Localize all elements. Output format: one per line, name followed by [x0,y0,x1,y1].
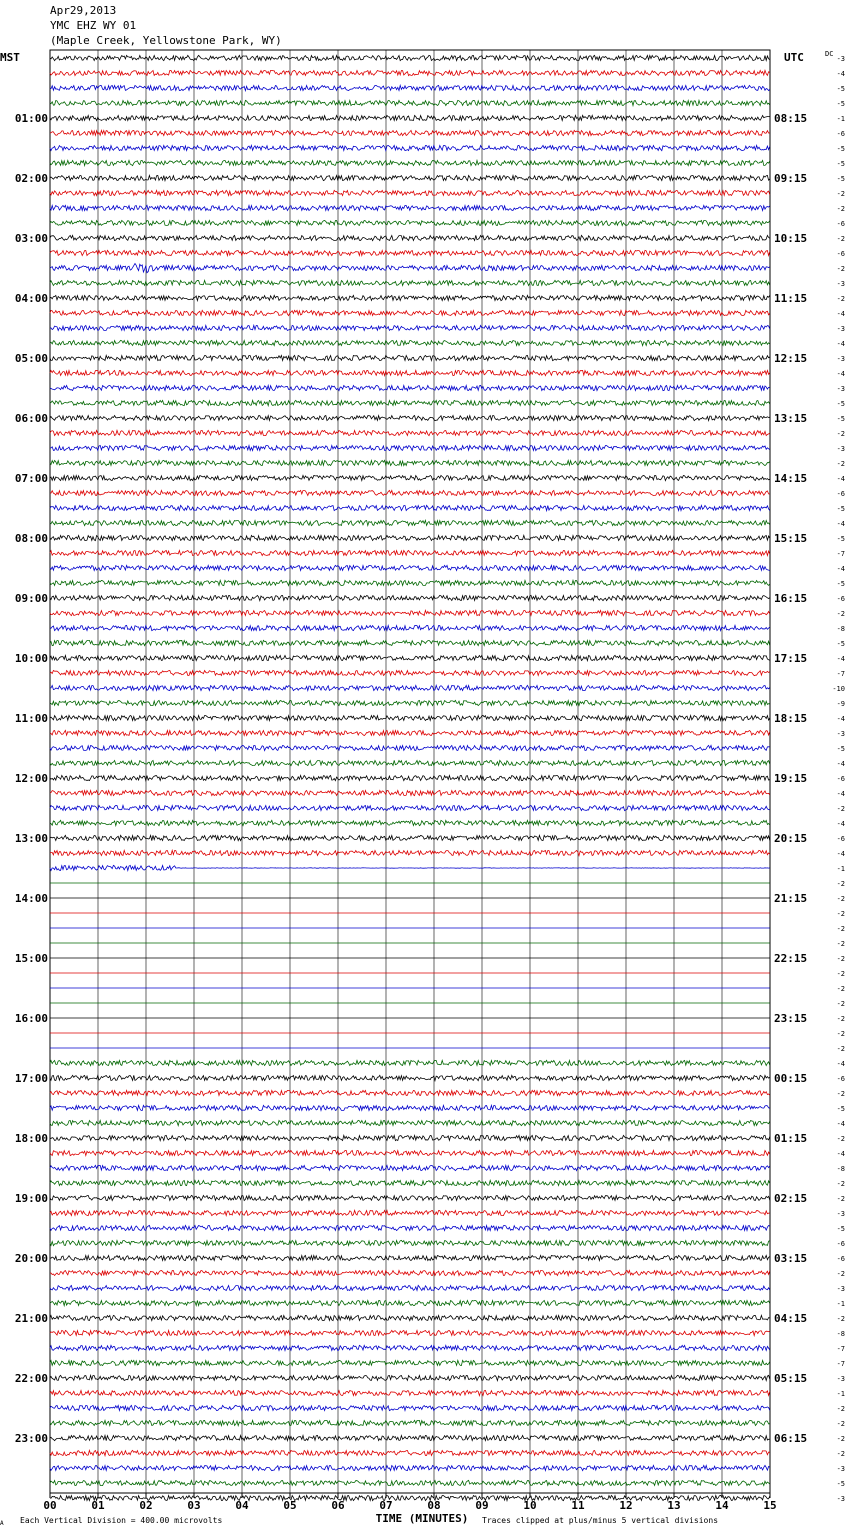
utc-hour-label: 21:15 [774,892,808,905]
seismic-trace [50,835,770,840]
dc-offset-label: -2 [836,205,845,213]
dc-offset-label: -2 [836,1000,845,1008]
seismic-trace [50,520,770,525]
dc-offset-label: -3 [836,1495,845,1503]
dc-offset-label: -1 [836,115,845,123]
dc-offset-label: -4 [836,1120,845,1128]
utc-hour-label: 16:15 [774,592,808,605]
seismic-trace [50,1210,770,1215]
dc-label: DC [825,50,834,58]
mst-hour-label: 22:00 [14,1372,48,1385]
seismic-trace [50,715,770,720]
dc-offset-label: -5 [836,145,845,153]
seismic-trace [50,505,770,510]
x-tick-label: 08 [427,1499,441,1512]
x-tick-label: 05 [283,1499,297,1512]
dc-offset-label: -5 [836,400,845,408]
dc-offset-label: -6 [836,250,845,258]
seismic-trace [50,1285,770,1290]
seismic-trace [50,70,770,75]
seismic-trace [50,1165,770,1170]
dc-offset-label: -3 [836,280,845,288]
x-axis-label: TIME (MINUTES) [375,1512,469,1525]
seismic-trace [50,685,770,690]
dc-offset-label: -6 [836,490,845,498]
dc-offset-label: -5 [836,85,845,93]
x-tick-label: 02 [139,1499,153,1512]
seismic-trace [50,235,770,240]
x-tick-label: 00 [43,1499,57,1512]
dc-offset-label: -2 [836,1135,845,1143]
dc-offset-label: -3 [836,1465,845,1473]
date-label: Apr29,2013 [50,4,117,17]
seismic-trace [50,130,770,135]
dc-offset-label: -5 [836,1480,845,1488]
x-tick-label: 01 [91,1499,105,1512]
seismic-trace [50,775,770,780]
seismic-trace [50,160,770,165]
seismic-trace [50,1315,770,1320]
seismic-trace [50,1420,770,1425]
dc-offset-label: -6 [836,1240,845,1248]
location-label: (Maple Creek, Yellowstone Park, WY) [50,34,282,47]
dc-offset-label: -6 [836,220,845,228]
dc-offset-label: -2 [836,1405,845,1413]
seismic-trace [50,445,770,450]
seismic-trace [50,1300,770,1305]
dc-offset-label: -5 [836,160,845,168]
seismic-trace [50,670,770,675]
seismic-trace [50,610,770,615]
seismic-trace [50,1075,770,1080]
dc-offset-label: -6 [836,775,845,783]
dc-offset-label: -9 [836,700,845,708]
mst-hour-label: 21:00 [14,1312,48,1325]
dc-offset-label: -3 [836,1375,845,1383]
dc-offset-label: -5 [836,175,845,183]
seismic-trace [50,1270,770,1275]
dc-offset-label: -2 [836,1030,845,1038]
seismic-trace [50,100,770,105]
x-tick-label: 04 [235,1499,249,1512]
dc-offset-label: -5 [836,1105,845,1113]
mst-hour-label: 11:00 [14,712,48,725]
dc-offset-label: -8 [836,1165,845,1173]
seismic-trace [50,745,770,750]
dc-offset-label: -5 [836,1225,845,1233]
seismic-trace [50,205,770,210]
seismic-trace [50,1060,770,1065]
seismic-trace [50,85,770,90]
utc-hour-label: 19:15 [774,772,808,785]
seismic-trace [50,550,770,555]
utc-axis-label: UTC [784,51,804,64]
dc-offset-label: -2 [836,1270,845,1278]
dc-offset-label: -6 [836,130,845,138]
dc-offset-label: -2 [836,925,845,933]
seismic-trace [50,1240,770,1245]
utc-hour-label: 15:15 [774,532,808,545]
mst-axis-label: MST [0,51,20,64]
seismic-trace [50,190,770,195]
dc-offset-label: -6 [836,1075,845,1083]
dc-offset-label: -4 [836,790,845,798]
dc-offset-label: -2 [836,430,845,438]
utc-hour-label: 18:15 [774,712,808,725]
seismic-trace [50,1480,770,1485]
dc-offset-label: -2 [836,1045,845,1053]
mst-hour-label: 13:00 [14,832,48,845]
mst-hour-label: 19:00 [14,1192,48,1205]
mst-hour-label: 17:00 [14,1072,48,1085]
dc-offset-label: -5 [836,580,845,588]
dc-offset-label: -5 [836,100,845,108]
dc-offset-label: -3 [836,730,845,738]
seismic-trace [50,1375,770,1380]
seismic-trace [50,370,770,375]
seismic-trace [50,580,770,585]
utc-hour-label: 23:15 [774,1012,808,1025]
seismic-trace [50,1105,770,1110]
mst-hour-label: 07:00 [14,472,48,485]
seismic-trace [50,250,770,255]
seismic-trace [50,655,770,660]
seismic-trace [50,865,770,870]
dc-offset-label: -7 [836,670,845,678]
utc-hour-label: 04:15 [774,1312,808,1325]
dc-offset-label: -4 [836,370,845,378]
seismic-trace [50,264,770,273]
dc-offset-label: -3 [836,55,845,63]
seismic-trace [50,385,770,390]
mst-hour-label: 12:00 [14,772,48,785]
dc-offset-label: -3 [836,1210,845,1218]
seismic-trace [50,1255,770,1260]
utc-hour-label: 17:15 [774,652,808,665]
utc-hour-label: 01:15 [774,1132,808,1145]
seismic-trace [50,175,770,180]
seismic-trace [50,295,770,300]
dc-offset-label: -2 [836,880,845,888]
dc-offset-label: -2 [836,985,845,993]
seismic-trace [50,1405,770,1410]
dc-offset-label: -3 [836,1285,845,1293]
dc-offset-label: -2 [836,1450,845,1458]
dc-offset-label: -2 [836,265,845,273]
seismic-trace [50,1345,770,1350]
x-tick-label: 07 [379,1499,393,1512]
x-tick-label: 09 [475,1499,489,1512]
dc-offset-label: -2 [836,1195,845,1203]
mst-hour-label: 15:00 [14,952,48,965]
seismic-trace [50,1195,770,1200]
seismic-trace [50,805,770,810]
mst-hour-label: 10:00 [14,652,48,665]
dc-offset-label: -4 [836,310,845,318]
mst-hour-label: 09:00 [14,592,48,605]
dc-offset-label: -2 [836,1420,845,1428]
seismic-trace [50,1390,770,1395]
seismic-trace [50,460,770,465]
dc-offset-label: -2 [836,955,845,963]
dc-offset-label: -2 [836,235,845,243]
dc-offset-label: -6 [836,595,845,603]
dc-offset-label: -4 [836,565,845,573]
dc-offset-label: -4 [836,340,845,348]
seismic-trace [50,640,770,645]
seismic-trace [50,760,770,765]
seismic-trace [50,340,770,345]
vertical-division-note: Each Vertical Division = 400.00 microvolts [20,1516,223,1525]
dc-offset-label: -5 [836,415,845,423]
mst-hour-label: 16:00 [14,1012,48,1025]
utc-hour-label: 12:15 [774,352,808,365]
mst-hour-label: 18:00 [14,1132,48,1145]
dc-offset-label: -7 [836,1345,845,1353]
dc-offset-label: -4 [836,70,845,78]
dc-offset-label: -2 [836,910,845,918]
seismic-trace [50,416,770,421]
dc-offset-label: -4 [836,475,845,483]
dc-offset-label: -2 [836,295,845,303]
dc-offset-label: -2 [836,610,845,618]
seismic-trace [50,475,770,480]
seismic-trace [50,355,770,360]
seismic-trace [50,325,770,330]
utc-hour-label: 11:15 [774,292,808,305]
seismic-trace [50,1360,770,1365]
seismic-trace [50,730,770,735]
utc-hour-label: 03:15 [774,1252,808,1265]
utc-hour-label: 14:15 [774,472,808,485]
mst-hour-label: 01:00 [14,112,48,125]
dc-offset-label: -8 [836,1330,845,1338]
x-tick-label: 06 [331,1499,345,1512]
seismic-trace [50,310,770,315]
seismic-trace [50,145,770,150]
dc-offset-label: -5 [836,505,845,513]
x-tick-label: 14 [715,1499,729,1512]
seismic-trace [50,1090,770,1095]
mst-hour-label: 06:00 [14,412,48,425]
dc-offset-label: -5 [836,745,845,753]
dc-offset-label: -4 [836,520,845,528]
dc-offset-label: -2 [836,1090,845,1098]
dc-offset-label: -4 [836,1150,845,1158]
seismic-trace [50,115,770,120]
dc-offset-label: -3 [836,385,845,393]
seismic-trace [50,1465,770,1470]
seismic-trace [50,1450,770,1455]
seismic-trace [50,1120,770,1125]
dc-offset-label: -5 [836,640,845,648]
dc-offset-label: -1 [836,865,845,873]
utc-hour-label: 09:15 [774,172,808,185]
seismic-trace [50,820,770,825]
utc-hour-label: 22:15 [774,952,808,965]
x-tick-label: 11 [571,1499,585,1512]
corner-mark: A [0,1520,4,1527]
seismic-trace [50,490,770,495]
seismic-trace [50,220,770,225]
x-tick-label: 10 [523,1499,537,1512]
dc-offset-label: -3 [836,355,845,363]
dc-offset-label: -4 [836,850,845,858]
dc-offset-label: -10 [832,685,845,693]
seismic-trace [50,700,770,705]
clipping-note: Traces clipped at plus/minus 5 vertical divisions [482,1516,719,1525]
dc-offset-label: -1 [836,1390,845,1398]
seismic-trace [50,790,770,795]
dc-offset-label: -2 [836,460,845,468]
dc-offset-label: -2 [836,1015,845,1023]
dc-offset-label: -6 [836,835,845,843]
dc-offset-label: -4 [836,1060,845,1068]
seismic-trace [50,1180,770,1185]
dc-offset-label: -2 [836,895,845,903]
utc-hour-label: 02:15 [774,1192,808,1205]
utc-hour-label: 20:15 [774,832,808,845]
seismic-trace [50,400,770,405]
seismic-trace [50,595,770,600]
seismic-trace [50,535,770,540]
dc-offset-label: -2 [836,190,845,198]
mst-hour-label: 04:00 [14,292,48,305]
dc-offset-label: -2 [836,1180,845,1188]
utc-hour-label: 10:15 [774,232,808,245]
mst-hour-label: 03:00 [14,232,48,245]
dc-offset-label: -5 [836,535,845,543]
seismic-trace [50,1150,770,1155]
mst-hour-label: 23:00 [14,1432,48,1445]
dc-offset-label: -4 [836,760,845,768]
seismic-trace [50,1135,770,1140]
utc-hour-label: 00:15 [774,1072,808,1085]
mst-hour-label: 02:00 [14,172,48,185]
dc-offset-label: -4 [836,655,845,663]
seismic-trace [50,1435,770,1440]
x-tick-label: 03 [187,1499,201,1512]
dc-offset-label: -8 [836,625,845,633]
dc-offset-label: -6 [836,1255,845,1263]
station-label: YMC EHZ WY 01 [50,19,137,32]
dc-offset-label: -4 [836,715,845,723]
dc-offset-label: -7 [836,1360,845,1368]
dc-offset-label: -3 [836,445,845,453]
mst-hour-label: 14:00 [14,892,48,905]
mst-hour-label: 08:00 [14,532,48,545]
seismic-trace [50,430,770,435]
dc-offset-label: -2 [836,1315,845,1323]
utc-hour-label: 13:15 [774,412,808,425]
seismic-trace [50,565,770,570]
dc-offset-label: -2 [836,970,845,978]
utc-hour-label: 05:15 [774,1372,808,1385]
utc-hour-label: 06:15 [774,1432,808,1445]
seismic-trace [50,55,770,60]
dc-offset-label: -2 [836,805,845,813]
dc-offset-label: -7 [836,550,845,558]
seismic-trace [50,1225,770,1230]
x-tick-label: 15 [763,1499,777,1512]
seismic-trace [50,280,770,285]
mst-hour-label: 05:00 [14,352,48,365]
dc-offset-label: -2 [836,1435,845,1443]
dc-offset-label: -3 [836,325,845,333]
dc-offset-label: -1 [836,1300,845,1308]
mst-hour-label: 20:00 [14,1252,48,1265]
utc-hour-label: 08:15 [774,112,808,125]
x-tick-label: 12 [619,1499,633,1512]
seismic-trace [50,1330,770,1335]
seismic-trace [50,625,770,630]
dc-offset-label: -2 [836,940,845,948]
seismic-trace [50,850,770,855]
x-tick-label: 13 [667,1499,681,1512]
dc-offset-label: -4 [836,820,845,828]
seismic-trace [50,1495,770,1500]
